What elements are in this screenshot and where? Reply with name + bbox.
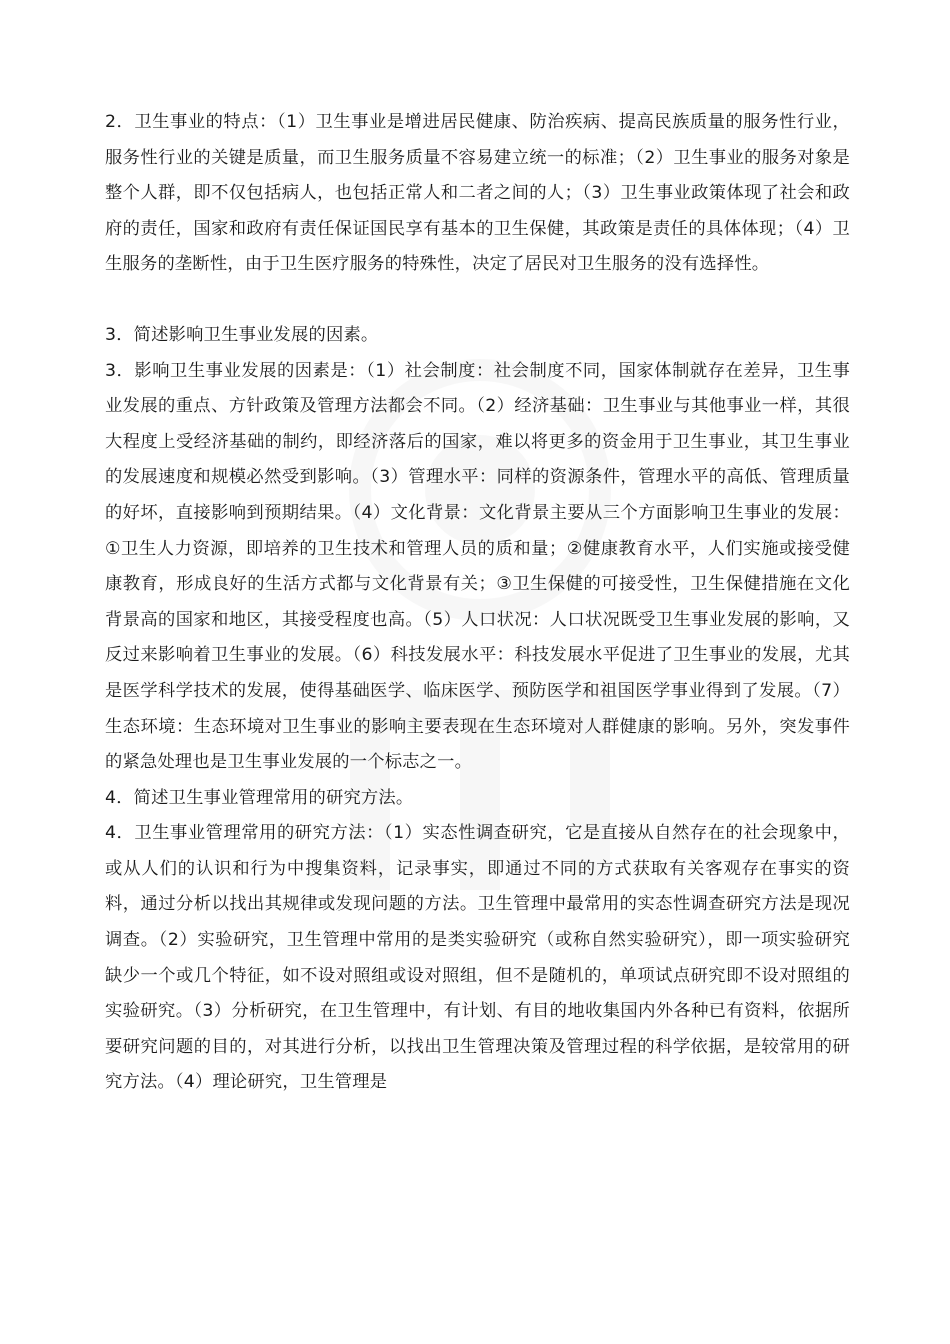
question-influencing-factors: 3．简述影响卫生事业发展的因素。 — [105, 324, 379, 345]
paragraph-influencing-factors-answer: 3．影响卫生事业发展的因素是：（1）社会制度：社会制度不同，国家体制就存在差异，卫生事业发展的重点、方针政策及管理方法都会不同。（2）经济基础：卫生事业与其他事业一样，其很大程度上受经济基础的制约，即经济落后的国家，难以将更多的资金用于卫生事业，其卫生事业的发展速度和规模必然受到影响。（3）管理水平：同样的资源条件，管理水平的高低、管理质量的好坏，直接影响到预期结果。（4）文化背景：文化背景主要从三个方面影响卫生事业的发展：①卫生人力资源，即培养的卫生技术和管理人员的质和量；②健康教育水平，人们实施或接受健康教育，形成良好的生活方式都与文化背景有关；③卫生保健的可接受性，卫生保健措施在文化背景高的国家和地区，其接受程度也高。（5）人口状况：人口状况既受卫生事业发展的影响，又反过来影响着卫生事业的发展。（6）科技发展水平：科技发展水平促进了卫生事业的发展，尤其是医学科学技术的发展，使得基础医学、临床医学、预防医学和祖国医学事业得到了发展。（7）生态环境：生态环境对卫生事业的影响主要表现在生态环境对人群健康的影响。另外，突发事件的紧急处理也是卫生事业发展的一个标志之一。 — [105, 360, 850, 773]
question-research-methods: 4．简述卫生事业管理常用的研究方法。 — [105, 787, 414, 808]
paragraph-research-methods-answer: 4．卫生事业管理常用的研究方法：（1）实态性调查研究，它是直接从自然存在的社会现象中，或从人们的认识和行为中搜集资料，记录事实，即通过不同的方式获取有关客观存在事实的资料，通过分析以找出其规律或发现问题的方法。卫生管理中最常用的实态性调查研究方法是现况调查。（2）实验研究，卫生管理中常用的是类实验研究（或称自然实验研究），即一项实验研究缺少一个或几个特征，如不设对照组或设对照组，但不是随机的，单项试点研究即不设对照组的实验研究。（3）分析研究，在卫生管理中，有计划、有目的地收集国内外各种已有资料，依据所要研究问题的目的，对其进行分析，以找出卫生管理决策及管理过程的科学依据，是较常用的研究方法。（4）理论研究，卫生管理是 — [105, 823, 850, 1093]
paragraph-gap — [105, 283, 850, 318]
paragraph-hygiene-features-answer: 2．卫生事业的特点：（1）卫生事业是增进居民健康、防治疾病、提高民族质量的服务性行业，服务性行业的关键是质量，而卫生服务质量不容易建立统一的标准；（2）卫生事业的服务对象是整个人群，即不仅包括病人，也包括正常人和二者之间的人；（3）卫生事业政策体现了社会和政府的责任，国家和政府有责任保证国民享有基本的卫生保健，其政策是责任的具体体现；（4）卫生服务的垄断性，由于卫生医疗服务的特殊性，决定了居民对卫生服务的没有选择性。 — [105, 112, 850, 275]
document-body — [105, 105, 850, 1101]
